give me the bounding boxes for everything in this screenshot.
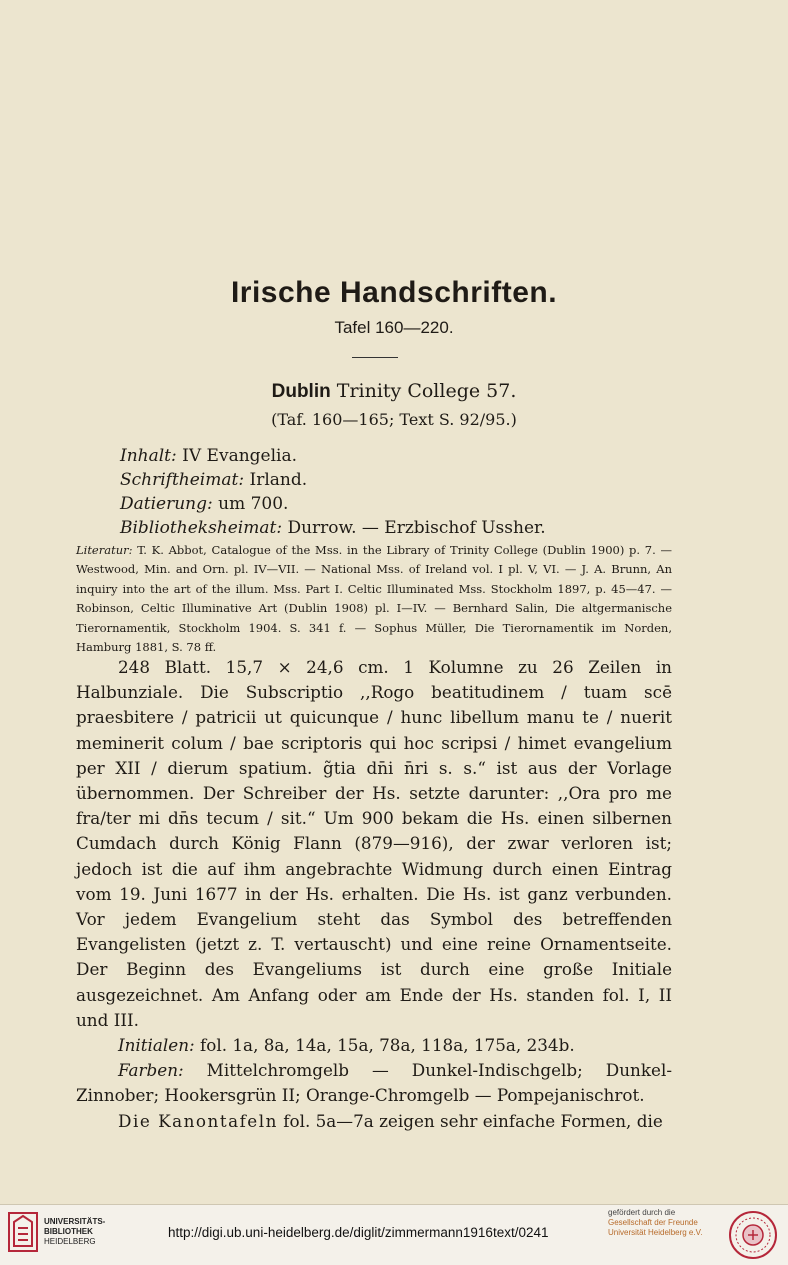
meta-inhalt (120, 446, 297, 466)
sponsor-line: gefördert durch die (608, 1208, 676, 1217)
sponsor-line: Gesellschaft der Freunde (608, 1218, 698, 1227)
sponsor-line: Universität Heidelberg e.V. (608, 1228, 703, 1237)
page-subtitle: Tafel 160—220. (334, 318, 454, 337)
section-heading (0, 380, 788, 403)
kanon-text: fol. 5a—7a zeigen sehr einfache Formen, die (283, 1110, 663, 1131)
sponsor-text (608, 1208, 702, 1238)
initialen-line (76, 1033, 672, 1058)
page-title: Irische Handschriften. (230, 276, 558, 309)
meta-schriftheimat (120, 470, 307, 490)
farben-value: Mittelchromgelb — Dunkel-Indischgelb; Dunkel-Zinnober; Hookersgrün II; Orange-Chromgelb — Pompejanischrot. (76, 1060, 672, 1106)
meta-value: um 700. (218, 494, 289, 514)
body-text (76, 655, 672, 1134)
meta-value: IV Evangelia. (182, 446, 298, 466)
permalink-url[interactable]: http://digi.ub.uni-heidelberg.de/diglit/zimmermann1916text/0241 (168, 1225, 549, 1240)
library-name-line: BIBLIOTHEK (44, 1227, 93, 1236)
library-name (44, 1217, 105, 1247)
initialen-label: Initialen: (118, 1035, 195, 1056)
section-reference: (Taf. 160—165; Text S. 92/95.) (271, 410, 517, 429)
body-paragraph: 248 Blatt. 15,7 × 24,6 cm. 1 Kolumne zu 26 Zeilen in Halbunziale. Die Subscriptio ,,Rogo beatitudinem / tuam scē praesbitere / patricii ut quicunque / hunc libellum manu te / nuerit meminerit colum / bae scriptoris qui hoc scripsi / himet evangelium per XII / dierum spatium. g̃tia dn̄i n̄ri s. s.“ ist aus der Vorlage übernommen. Der Schreiber der Hs. setzte darunter: ,,Ora pro me fra/ter mi dn̄s tecum / sit.“ Um 900 bekam die Hs. einen silbernen Cumdach durch König Flann (879—916), der zwar verloren ist; jedoch ist die auf ihm angebrachte Widmung durch einen Eintrag vom 19. Juni 1677 in der Hs. erhalten. Die Hs. ist ganz verbunden. Vor jedem Evangelium steht das Symbol des betreffenden Evangelisten (jetzt z. T. vertauscht) und eine reine Ornamentseite. Der Beginn des Evangeliums ist durch eine große Initiale ausgezeichnet. Am Anfang oder am Ende der Hs. standen fol. I, II und III. (76, 657, 672, 1030)
divider-rule (352, 357, 398, 358)
meta-label: Bibliotheksheimat: (120, 518, 283, 538)
literature-paragraph (76, 541, 672, 657)
literature-label: Literatur: (76, 543, 133, 557)
kanon-lead: Die Kanontafeln (118, 1110, 278, 1131)
kanon-line (76, 1109, 672, 1134)
library-name-line: HEIDELBERG (44, 1237, 96, 1246)
farben-line (76, 1058, 672, 1108)
library-name-line: UNIVERSITÄTS- (44, 1217, 106, 1226)
meta-label: Schriftheimat: (120, 470, 245, 490)
meta-bibliotheksheimat (120, 518, 546, 538)
initialen-value: fol. 1a, 8a, 14a, 15a, 78a, 118a, 175a, 234b. (200, 1035, 575, 1056)
meta-datierung (120, 494, 288, 514)
meta-label: Inhalt: (120, 446, 177, 466)
literature-text: T. K. Abbot, Catalogue of the Mss. in the Library of Trinity College (Dublin 1900) p. 7. — Westwood, Min. and Orn. pl. IV—VII. — National Mss. of Ireland vol. I pl. V, VI. — J. A. Brunn, An inquiry into the art of the illum. Mss. Part I. Celtic Illuminated Mss. Stockholm 1897, p. 45—47. — Robinson, Celtic Illuminative Art (Dublin 1908) pl. I—IV. — Bernhard Salin, Die altgermanische Tierornamentik, Stockholm 1904. S. 341 f. — Sophus Müller, Die Tierornamentik im Norden, Hamburg 1881, S. 78 ff. (76, 543, 673, 655)
library-logo-icon (8, 1212, 38, 1252)
farben-label: Farben: (118, 1060, 184, 1081)
university-seal-icon (728, 1210, 778, 1260)
meta-label: Datierung: (120, 494, 213, 514)
section-rest: Trinity College 57. (336, 380, 517, 402)
section-name: Dublin (271, 381, 331, 402)
meta-value: Durrow. — Erzbischof Ussher. (287, 518, 546, 538)
meta-value: Irland. (249, 470, 308, 490)
